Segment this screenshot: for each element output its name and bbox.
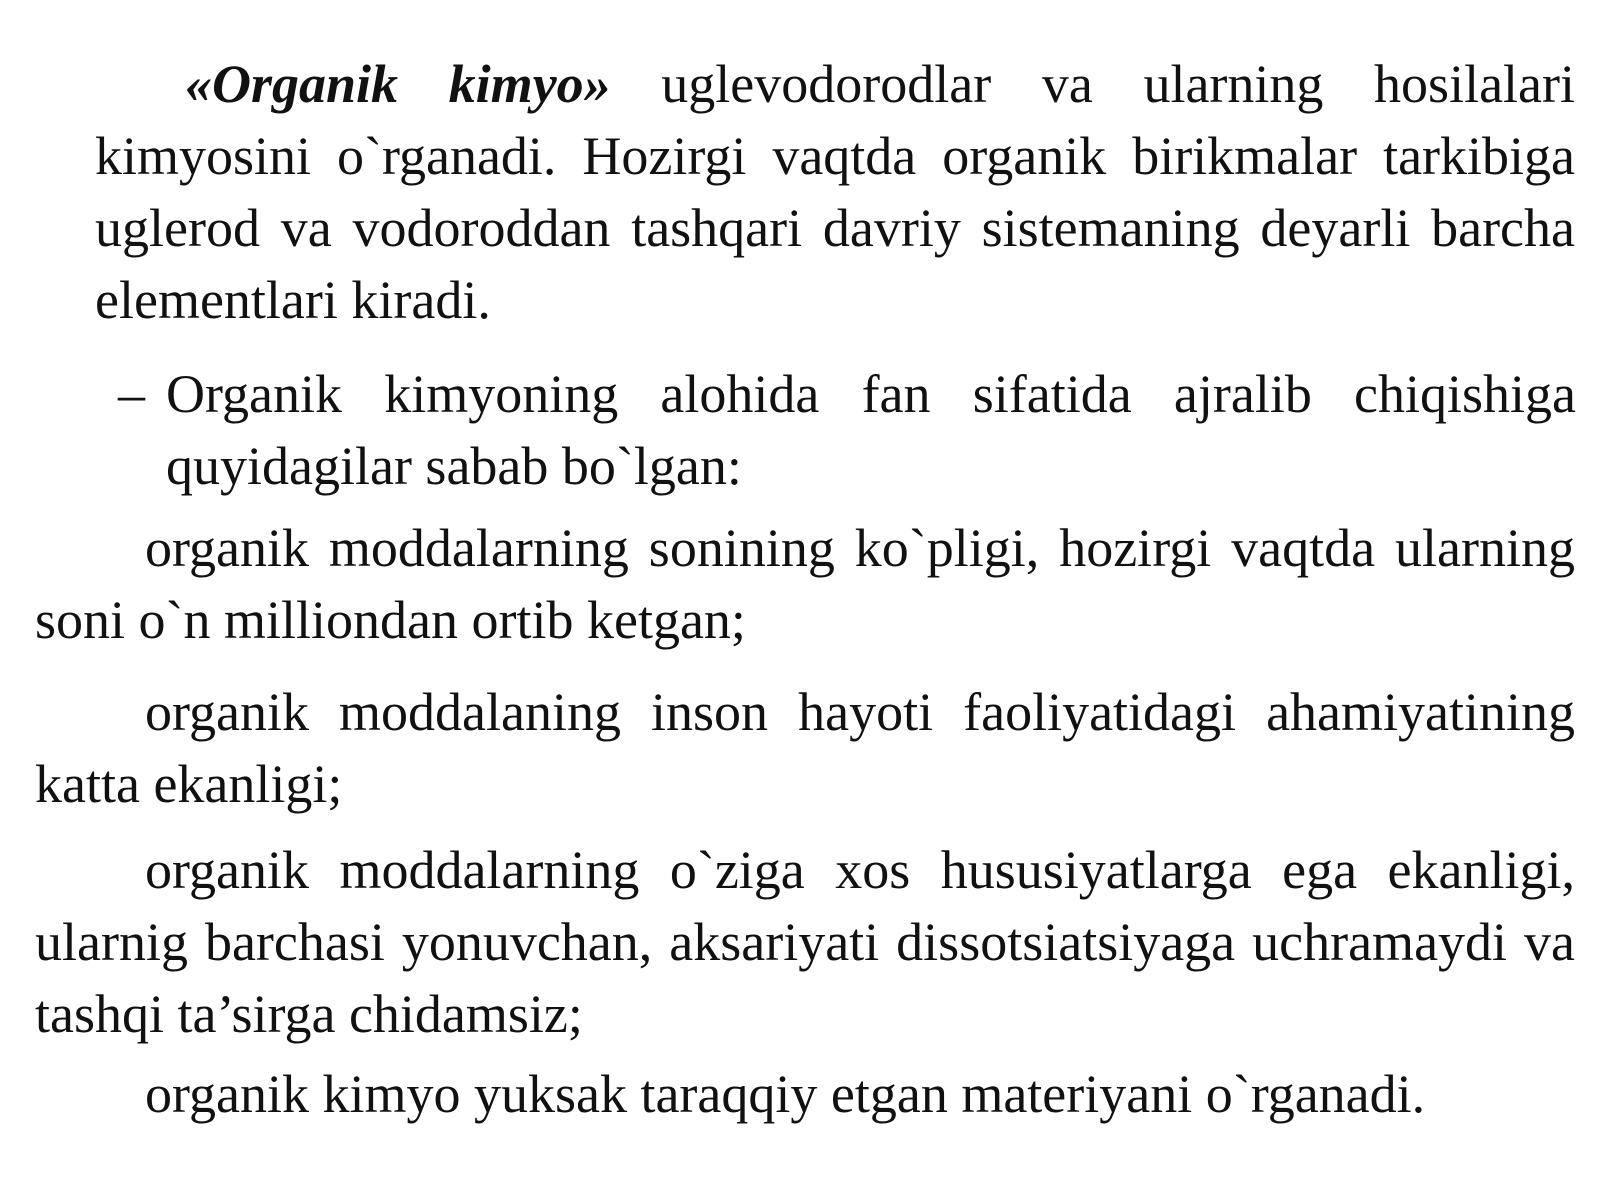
reason-paragraph-3: organik moddalarning o`ziga xos hususiyatlarga ega ekanligi, ularnig barchasi yonuvchan, aksariyati dissotsiatsiyaga uchramaydi va tashqi ta’sirga chidamsiz;: [35, 840, 1575, 1044]
reason-paragraph-1: organik moddalarning sonining ko`pligi, hozirgi vaqtda ularning soni o`n milliondan ortib ketgan;: [35, 518, 1575, 650]
intro-term: «Organik kimyo»: [185, 54, 611, 114]
reason-paragraph-2: organik moddalaning inson hayoti faoliyatidagi ahamiyatining katta ekanligi;: [35, 682, 1575, 814]
reason-paragraph-4: organik kimyo yuksak taraqqiy etgan materiyani o`rganadi.: [145, 1064, 1426, 1124]
intro-paragraph: [95, 48, 1575, 336]
dash-item-text: Organik kimyoning alohida fan sifatida ajralib chiqishiga quyidagilar sabab bo`lgan:: [166, 364, 1576, 496]
intro-text: uglevodorodlar va ularning hosilalari kimyosini o`rganadi. Hozirgi vaqtda organik birikmalar tarkibiga uglerod va vodoroddan tashqari davriy sistemaning deyarli barcha elementlari kiradi.: [95, 54, 1575, 330]
dash-bullet: –: [118, 364, 145, 424]
